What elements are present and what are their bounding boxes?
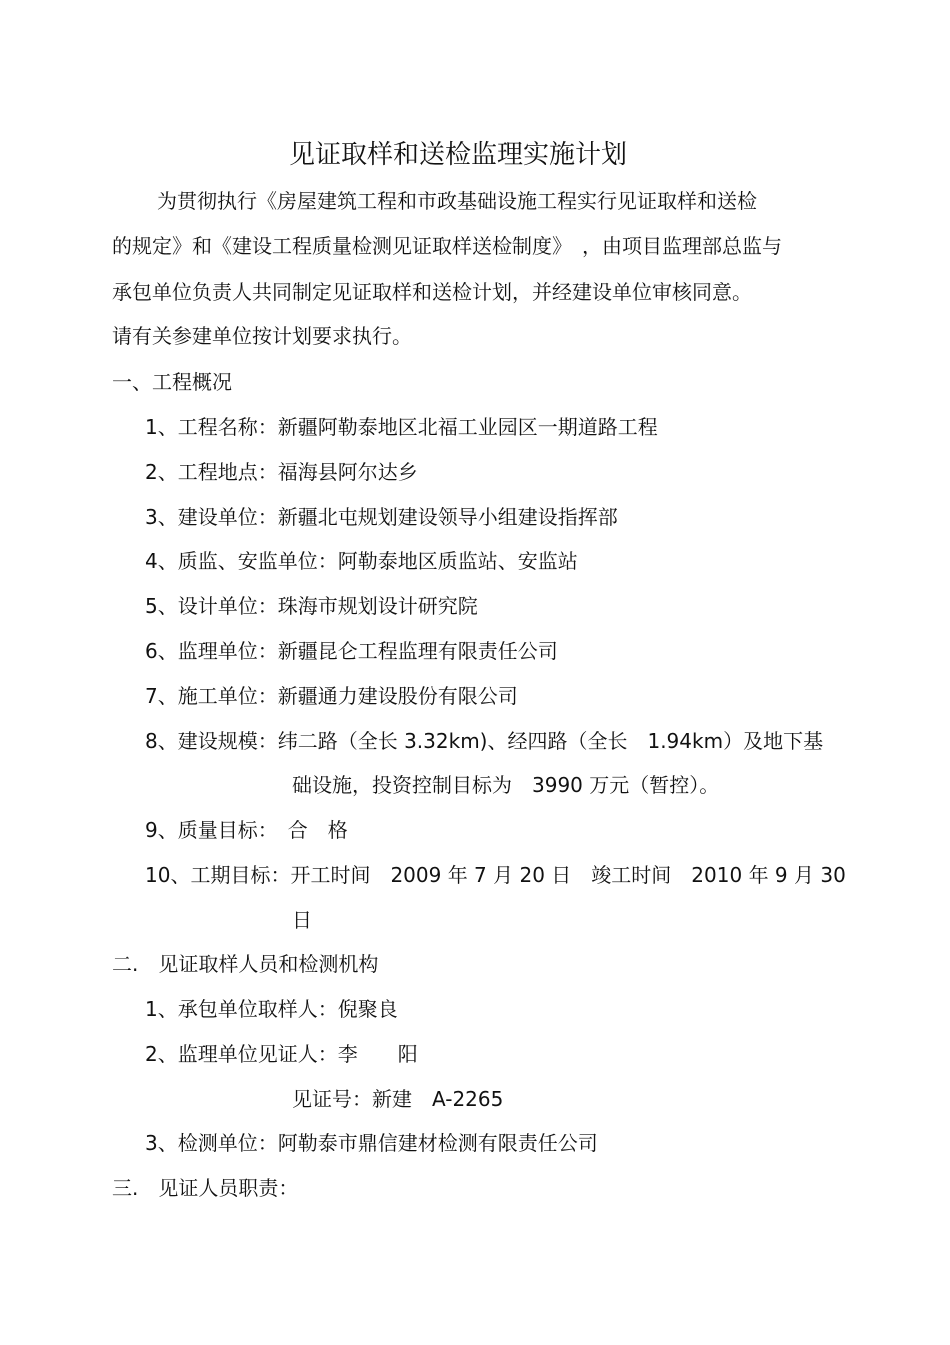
list-item: 2、工程地点：福海县阿尔达乡 (145, 460, 418, 484)
page-title: 见证取样和送检监理实施计划 (289, 140, 628, 170)
list-item: 9、质量目标： 合 格 (145, 818, 348, 842)
intro-line: 的规定》和《建设工程质量检测见证取样送检制度》 ，由项目监理部总监与 (112, 234, 782, 258)
list-item: 7、施工单位：新疆通力建设股份有限公司 (145, 684, 518, 708)
list-item: 3、建设单位：新疆北屯规划建设领导小组建设指挥部 (145, 505, 618, 529)
section-heading: 三. 见证人员职责： (112, 1176, 299, 1200)
list-item: 1、工程名称：新疆阿勒泰地区北福工业园区一期道路工程 (145, 415, 658, 439)
list-item: 3、检测单位：阿勒泰市鼎信建材检测有限责任公司 (145, 1131, 598, 1155)
list-item: 1、承包单位取样人：倪聚良 (145, 997, 398, 1021)
intro-line: 请有关参建单位按计划要求执行。 (112, 324, 412, 348)
section-heading: 一、工程概况 (112, 370, 232, 394)
list-item: 8、建设规模：纬二路（全长 3.32km)、经四路（全长 1.94km）及地下基 (145, 729, 824, 753)
intro-line: 为贯彻执行《房屋建筑工程和市政基础设施工程实行见证取样和送检 (157, 189, 757, 213)
list-item: 6、监理单位：新疆昆仑工程监理有限责任公司 (145, 639, 558, 663)
list-item-continuation: 见证号：新建 A-2265 (292, 1087, 504, 1111)
section-heading: 二. 见证取样人员和检测机构 (112, 952, 379, 976)
list-item-continuation: 础设施，投资控制目标为 3990 万元（暂控）。 (292, 773, 720, 797)
list-item: 4、质监、安监单位：阿勒泰地区质监站、安监站 (145, 549, 578, 573)
list-item: 10、工期目标：开工时间 2009 年 7 月 20 日 竣工时间 2010 年 9 月 30 (145, 863, 846, 887)
list-item: 5、设计单位：珠海市规划设计研究院 (145, 594, 478, 618)
list-item-continuation: 日 (292, 908, 312, 932)
intro-line: 承包单位负责人共同制定见证取样和送检计划，并经建设单位审核同意。 (112, 280, 752, 304)
list-item: 2、监理单位见证人：李 阳 (145, 1042, 418, 1066)
